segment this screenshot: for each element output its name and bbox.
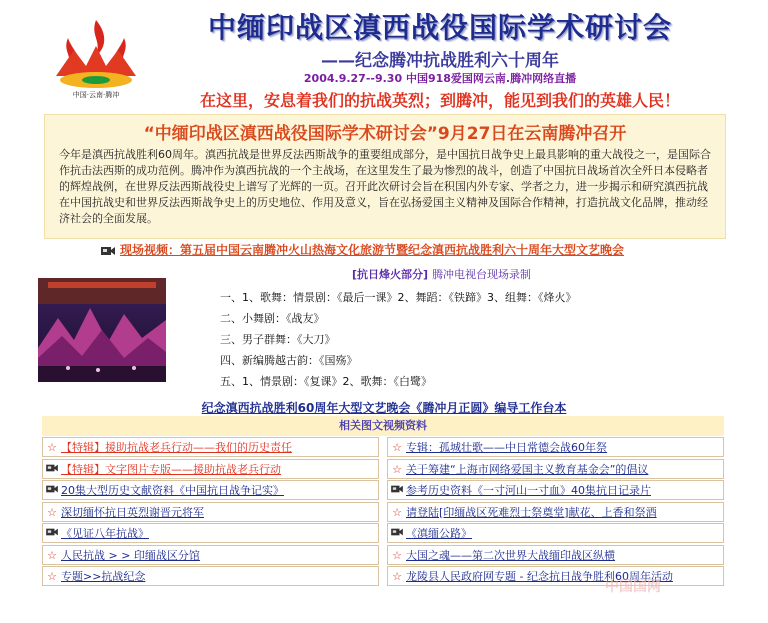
video-camera-icon <box>45 524 59 543</box>
related-link-text: 请登陆[印缅战区死难烈士祭奠堂]献花、上香和祭酒 <box>406 505 657 519</box>
related-link-text: 专辑：孤城壮歌——中日常德会战60年祭 <box>406 441 607 454</box>
related-link-right-1[interactable] <box>387 459 724 479</box>
video-link-text: 现场视频：第五届中国云南腾冲火山热海文化旅游节暨纪念滇西抗战胜利六十周年大型文艺晚会 <box>120 243 625 257</box>
related-link-text: 《滇缅公路》 <box>406 527 472 540</box>
program-item: 五、1、情景剧：《复课》2、歌舞：《白鹭》 <box>220 375 432 388</box>
star-icon: ☆ <box>392 548 402 562</box>
related-link-right-5[interactable] <box>387 545 724 565</box>
related-link-text: 专题>>抗战纪念 <box>61 570 146 583</box>
related-link-text: 龙陵县人民政府网专题 - 纪念抗日战争胜利60周年活动 <box>406 570 673 583</box>
festival-logo-icon <box>46 16 146 100</box>
video-link[interactable] <box>100 241 720 258</box>
program-item: 四、新编腾越古韵：《国殇》 <box>220 354 358 367</box>
related-link-text: 人民抗战 > > 印缅战区分馆 <box>61 548 200 562</box>
program-item: 一、1、歌舞：情景剧：《最后一课》2、舞蹈：《铁蹄》3、组舞：《烽火》 <box>220 291 577 304</box>
date-broadcast-line: 2004.9.27--9.30 中国918爱国网云南.腾冲网络直播 <box>303 72 577 85</box>
logo-caption: 中国·云南·腾冲 <box>72 91 120 99</box>
related-link-right-4[interactable] <box>387 523 724 543</box>
script-link[interactable]: 纪念滇西抗战胜利60周年大型文艺晚会《腾冲月正圆》编导工作台本 <box>201 401 567 415</box>
star-icon: ☆ <box>47 548 57 562</box>
star-icon: ☆ <box>47 505 57 519</box>
section-tag: [抗日烽火部分] <box>352 268 429 281</box>
stage-performance-image <box>38 278 166 382</box>
related-link-right-3[interactable] <box>387 502 724 522</box>
related-link-text: 深切缅怀抗日英烈谢晋元将军 <box>61 505 204 519</box>
related-link-text: 《见证八年抗战》 <box>61 527 149 540</box>
related-link-text: 关于筹建“上海市网络爱国主义教育基金会”的倡议 <box>406 462 649 476</box>
related-heading: 相关图文视频资料 <box>42 416 724 436</box>
related-link-text: 【特辑】援助抗战老兵行动——我们的历史责任 <box>61 441 292 454</box>
related-link-left-4[interactable] <box>42 523 379 543</box>
program-item: 二、小舞剧：《战友》 <box>220 312 325 325</box>
video-camera-icon <box>45 460 59 479</box>
news-block <box>44 114 726 239</box>
related-link-left-5[interactable] <box>42 545 379 565</box>
related-link-text: 【特辑】文字图片专版——援助抗战老兵行动 <box>61 462 281 476</box>
star-icon: ☆ <box>392 505 402 519</box>
star-icon: ☆ <box>47 570 57 583</box>
watermark-text: 中国国网 <box>605 579 661 595</box>
video-camera-icon <box>390 481 404 500</box>
page-title: 中缅印战区滇西战役国际学术研讨会 <box>207 11 672 44</box>
related-link-left-2[interactable] <box>42 480 379 500</box>
video-camera-icon <box>45 481 59 500</box>
star-icon: ☆ <box>47 441 57 454</box>
program-list <box>220 287 640 392</box>
news-body: 今年是滇西抗战胜利60周年。滇西抗战是世界反法西斯战争的重要组成部分，是中国抗日战争史上最具影响的重大战役之一，是国际合作抗击法西斯的成功范例。腾冲作为滇西抗战的一个主战场，在这里发生了最为惨烈的战斗，创造了中国抗日战场首次全歼日本侵略者的辉煌战例，在世界反法西斯战役史上谱写了光辉的一页。召开此次研讨会旨在积国内外专家、学者之力，进一步揭示和研究滇西抗战在中国抗战史和世界反法西斯战争史上的历史地位、作用及意义，旨在弘扬爱国主义精神及国际合作精神，打造抗战文化品牌，推动经济社会的全面发展。 <box>59 148 711 225</box>
program-item: 三、男子群舞：《大刀》 <box>220 333 336 346</box>
related-link-text: 参考历史资料《一寸河山一寸血》40集抗日记录片 <box>406 484 651 497</box>
page-subtitle: ——纪念腾冲抗战胜利六十周年 <box>321 51 559 71</box>
related-link-right-6[interactable] <box>387 566 724 586</box>
star-icon: ☆ <box>392 441 402 454</box>
related-link-right-2[interactable] <box>387 480 724 500</box>
related-link-left-3[interactable] <box>42 502 379 522</box>
related-link-text: 20集大型历史文献资料《中国抗日战争记实》 <box>61 484 284 497</box>
page-header <box>0 0 768 110</box>
related-link-right-0[interactable] <box>387 437 724 457</box>
related-link-text: 大国之魂——第二次世界大战缅印战区纵横 <box>406 548 615 562</box>
related-link-left-1[interactable] <box>42 459 379 479</box>
related-link-left-6[interactable] <box>42 566 379 586</box>
news-headline: “中缅印战区滇西战役国际学术研讨会”9月27日在云南腾冲召开 <box>143 124 627 144</box>
slogan-text: 在这里，安息着我们的抗战英烈；到腾冲，能见到我们的英雄人民！ <box>199 91 680 110</box>
video-camera-icon <box>100 245 116 257</box>
star-icon: ☆ <box>392 570 402 583</box>
section-source: 腾冲电视台现场录制 <box>432 268 532 281</box>
star-icon: ☆ <box>392 462 402 476</box>
video-section-label <box>352 266 531 282</box>
related-link-left-0[interactable] <box>42 437 379 457</box>
video-camera-icon <box>390 524 404 543</box>
